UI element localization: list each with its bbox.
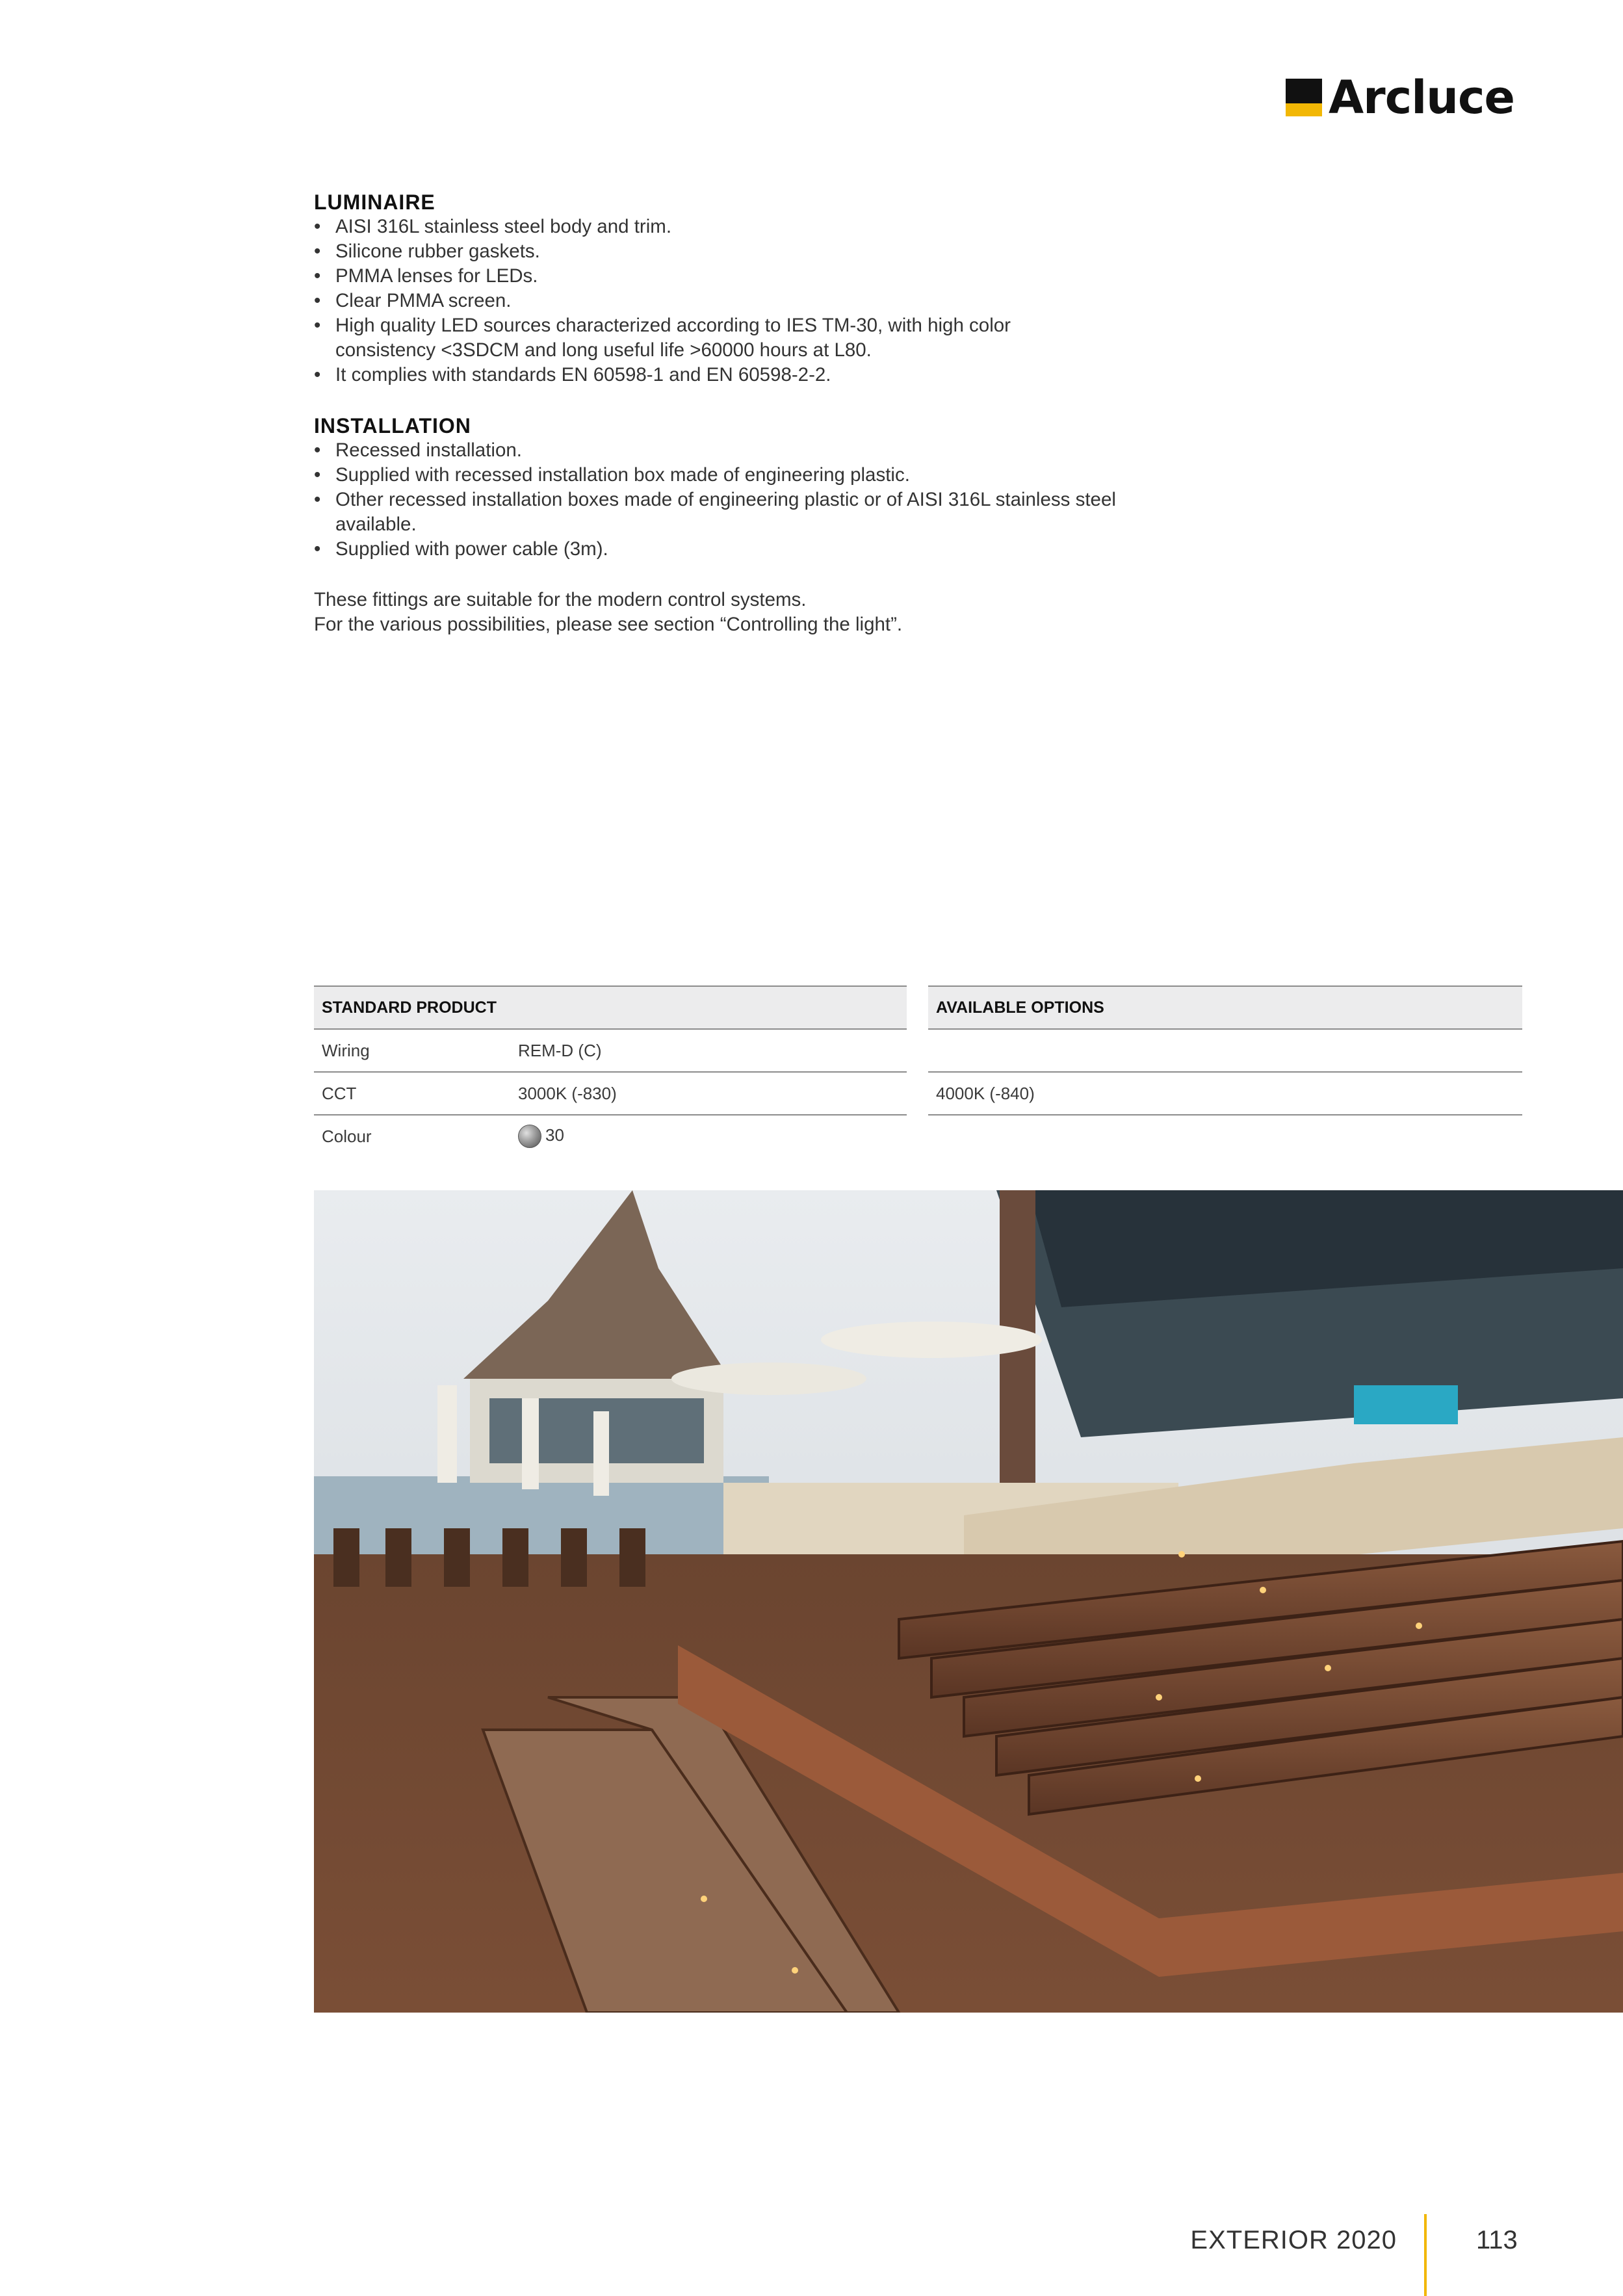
table-row <box>928 1072 1522 1115</box>
specification-text <box>314 190 1159 637</box>
list-item: • Clear PMMA screen. <box>314 289 1159 313</box>
available-options-header: AVAILABLE OPTIONS <box>928 986 1522 1029</box>
logo-wordmark: Arcluce <box>1329 71 1514 124</box>
installation-heading: INSTALLATION <box>314 414 471 437</box>
luminaire-list <box>314 215 1159 387</box>
table-row <box>928 1115 1522 1157</box>
list-item: • PMMA lenses for LEDs. <box>314 264 1159 289</box>
table-row <box>314 1029 907 1072</box>
table-row <box>314 1072 907 1115</box>
list-item: • Other recessed installation boxes made of engineering plastic or of AISI 316L stainless steel available. <box>314 488 1141 537</box>
row-value: REM-D (C) <box>510 1029 907 1072</box>
option-value: 4000K (-840) <box>928 1072 1522 1115</box>
row-label: Wiring <box>314 1029 510 1072</box>
list-item: • High quality LED sources characterized according to IES TM-30, with high color consistency <3SDCM and long useful life >60000 hours at L80. <box>314 313 1063 363</box>
colour-code: 30 <box>545 1125 564 1145</box>
row-value: 3000K (-830) <box>510 1072 907 1115</box>
list-item: • Silicone rubber gaskets. <box>314 239 1159 264</box>
installation-list <box>314 438 1159 562</box>
table-row <box>928 1029 1522 1072</box>
row-label: Colour <box>322 1126 372 1146</box>
available-options-table <box>928 985 1522 1157</box>
application-photo <box>314 1190 1623 2013</box>
list-item: • Recessed installation. <box>314 438 1159 463</box>
footer-section-title: EXTERIOR 2020 <box>1190 2226 1397 2254</box>
list-item: • It complies with standards EN 60598-1 and EN 60598-2-2. <box>314 363 1159 387</box>
footer-divider <box>1424 2214 1427 2296</box>
table-row <box>314 1115 907 1157</box>
option-value <box>928 1029 1522 1072</box>
empty-cell <box>928 1115 1522 1157</box>
list-item: • Supplied with recessed installation box made of engineering plastic. <box>314 463 1159 488</box>
list-item: • Supplied with power cable (3m). <box>314 537 1159 562</box>
luminaire-heading: LUMINAIRE <box>314 190 435 214</box>
grey-colour-swatch-icon <box>518 1125 541 1148</box>
control-systems-note: These fittings are suitable for the modern control systems. <box>314 589 807 610</box>
brand-logo <box>1286 72 1514 124</box>
controlling-light-note: For the various possibilities, please see section “Controlling the light”. <box>314 614 903 635</box>
standard-product-header: STANDARD PRODUCT <box>314 986 907 1029</box>
row-label: CCT <box>314 1072 510 1115</box>
standard-product-table <box>314 985 907 1157</box>
row-value <box>510 1115 907 1157</box>
page-number: 113 <box>1476 2226 1518 2254</box>
logo-mark-icon <box>1286 79 1322 116</box>
list-item: • AISI 316L stainless steel body and trim. <box>314 215 1159 239</box>
